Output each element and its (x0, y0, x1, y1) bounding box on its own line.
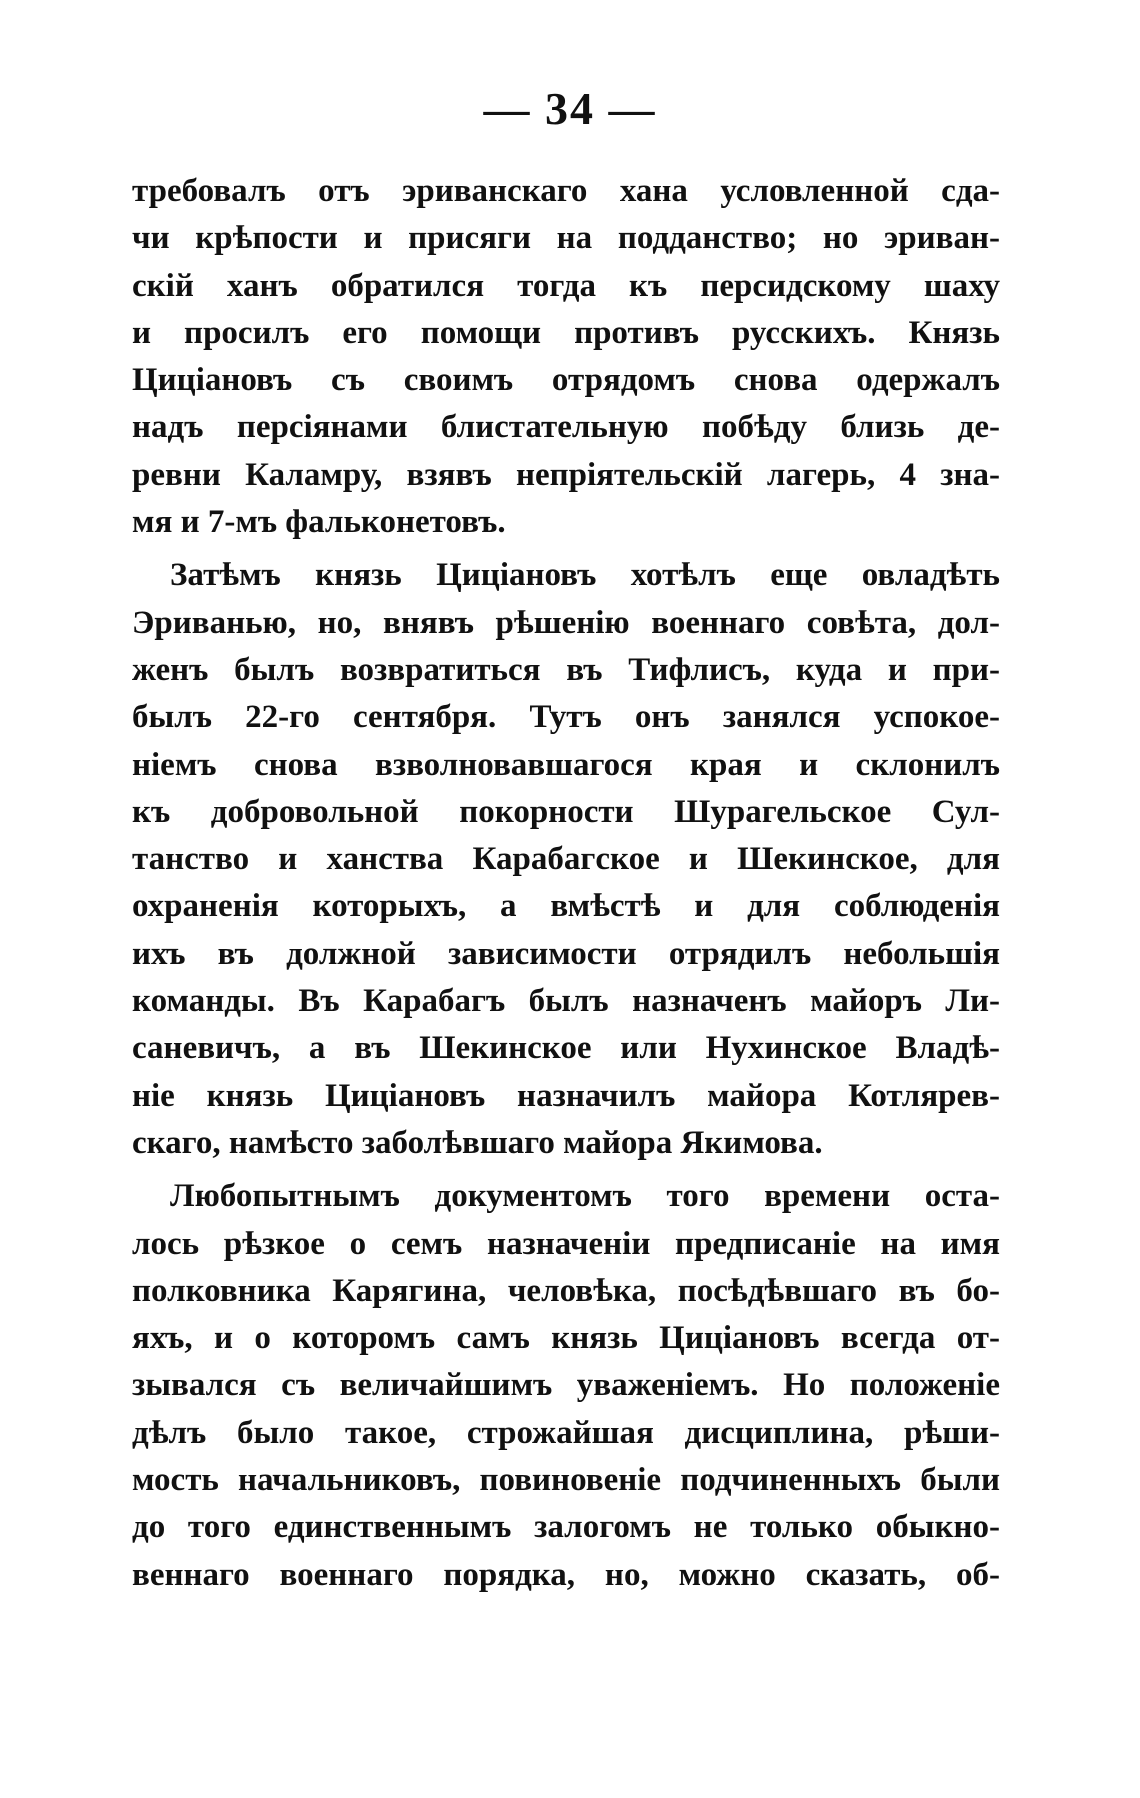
paragraph-2 (132, 552, 1000, 1167)
text-line: требовалъ отъ эриванскаго хана условленной сда- (132, 173, 1000, 209)
text-line: чи крѣпости и присяги на подданство; но эриван- (132, 220, 1000, 257)
text-line: охраненія которыхъ, а вмѣстѣ и для соблюденія (132, 888, 1000, 925)
text-line: полковника Карягина, человѣка, посѣдѣвшаго въ бо- (132, 1272, 1000, 1309)
text-line: Циціановъ съ своимъ отрядомъ снова одержалъ (132, 362, 1000, 399)
text-line: былъ 22-го сентября. Тутъ онъ занялся успокое- (132, 699, 1000, 736)
text-line: ніемъ снова взволновавшагося края и склонилъ (132, 746, 1000, 783)
text-line: Эриванью, но, внявъ рѣшенію военнаго совѣта, дол- (132, 604, 1000, 641)
text-line: надъ персіянами блистательную побѣду близь де- (132, 409, 1000, 446)
text-line: скій ханъ обратился тогда къ персидскому шаху (132, 267, 1000, 304)
text-line: до того единственнымъ залогомъ не только обыкно- (132, 1509, 1000, 1546)
text-line: ніе князь Циціановъ назначилъ майора Котлярев- (132, 1077, 1000, 1114)
text-line: команды. Въ Карабагъ былъ назначенъ майоръ Ли- (132, 983, 1000, 1020)
body-text (132, 168, 1000, 1599)
text-line: и просилъ его помощи противъ русскихъ. Князь (132, 314, 1000, 351)
text-line: женъ былъ возвратиться въ Тифлисъ, куда и при- (132, 651, 1000, 688)
text-line: ихъ въ должной зависимости отрядилъ небольшія (132, 935, 1000, 972)
text-line: яхъ, и о которомъ самъ князь Циціановъ всегда от- (132, 1320, 1000, 1357)
text-line: веннаго военнаго порядка, но, можно сказать, об- (132, 1556, 1000, 1593)
text-line: мя и 7-мъ фальконетовъ. (132, 504, 506, 541)
text-line: лось рѣзкое о семъ назначеніи предписаніе на имя (132, 1225, 1000, 1262)
text-line: Любопытнымъ документомъ того времени оста- (170, 1178, 1000, 1215)
paragraph-3 (132, 1173, 1000, 1599)
text-line: саневичъ, а въ Шекинское или Нухинское Владѣ- (132, 1030, 1000, 1067)
text-line: Затѣмъ князь Циціановъ хотѣлъ еще овладѣть (170, 557, 1000, 594)
text-line: зывался съ величайшимъ уваженіемъ. Но положеніе (132, 1367, 1000, 1404)
text-line: скаго, намѣсто заболѣвшаго майора Якимова. (132, 1124, 823, 1161)
text-line: ревни Каламру, взявъ непріятельскій лагерь, 4 зна- (132, 456, 1000, 493)
page-number: — 34 — (483, 83, 657, 134)
paragraph-1 (132, 168, 1000, 546)
text-line: мость начальниковъ, повиновеніе подчиненныхъ были (132, 1462, 1000, 1499)
text-line: дѣлъ было такое, строжайшая дисциплина, рѣши- (132, 1414, 1000, 1451)
text-line: къ добровольной покорности Шурагельское Сул- (132, 793, 1000, 830)
text-line: танство и ханства Карабагское и Шекинское, для (132, 841, 1000, 878)
